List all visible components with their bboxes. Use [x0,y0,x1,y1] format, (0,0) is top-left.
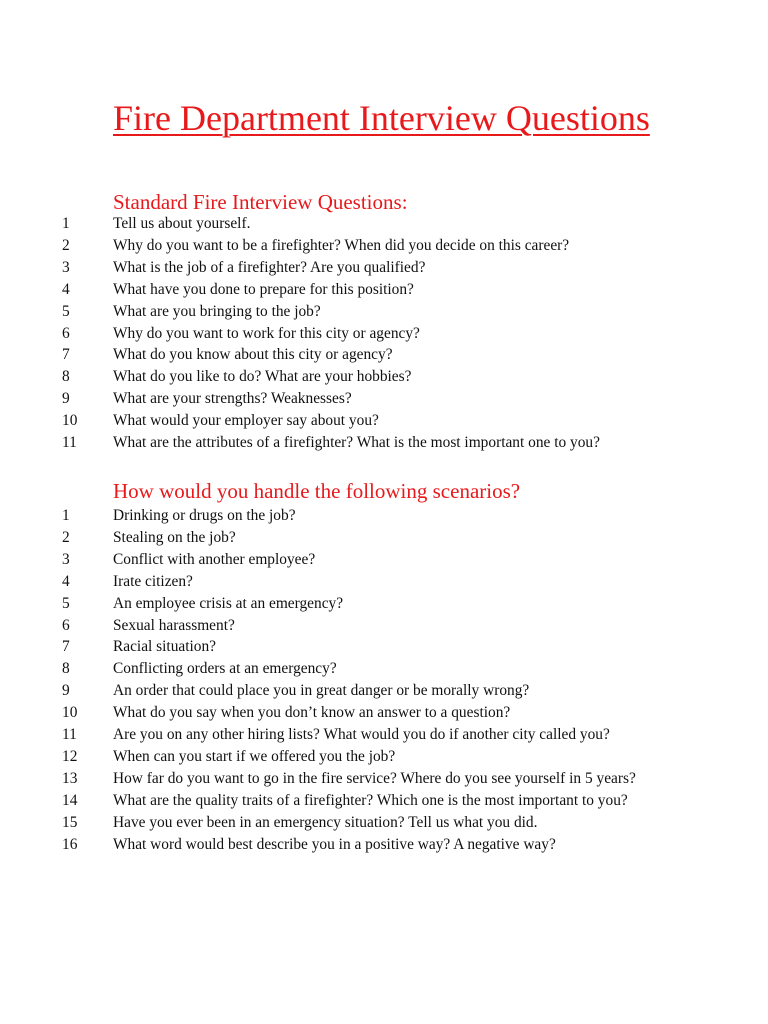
question-item [0,323,768,345]
question-text: What do you know about this city or agency? [113,346,393,364]
question-text: What are you bringing to the job? [113,302,321,320]
question-text: What do you say when you don’t know an answer to a question? [113,704,511,722]
question-number: 1 [62,507,70,524]
question-item [0,344,768,366]
question-item [0,768,768,790]
question-item [0,746,768,768]
question-number: 10 [62,412,78,430]
question-text: What are the attributes of a firefighter? What is the most important one to you? [113,434,600,452]
question-text: How far do you want to go in the fire service? Where do you see yourself in 5 years? [113,769,636,787]
question-text: Racial situation? [113,638,217,656]
question-number: 4 [62,572,70,590]
question-item [0,724,768,746]
question-number: 3 [62,550,70,568]
question-text: Are you on any other hiring lists? What would you do if another city called you? [113,726,610,744]
question-number: 12 [62,747,78,765]
question-item [0,636,768,658]
question-number: 11 [62,434,77,452]
question-item [0,505,768,527]
question-text: What are the quality traits of a firefighter? Which one is the most important to you? [113,791,628,809]
question-item [0,615,768,637]
question-number: 3 [62,258,70,276]
question-text: What are your strengths? Weaknesses? [113,390,352,408]
question-number: 8 [62,368,70,386]
question-text: What word would best describe you in a positive way? A negative way? [113,835,556,853]
question-text: An order that could place you in great danger or be morally wrong? [113,682,530,700]
question-item [0,366,768,388]
question-number: 16 [62,835,78,853]
question-number: 14 [62,791,78,809]
question-text: What have you done to prepare for this position? [113,280,414,298]
question-item [0,279,768,301]
question-number: 9 [62,390,70,408]
question-item [0,549,768,571]
document-title: Fire Department Interview Questions [113,98,650,138]
question-number: 9 [62,682,70,700]
question-text: Drinking or drugs on the job? [113,507,296,524]
question-number: 8 [62,660,70,678]
question-text: What would your employer say about you? [113,412,379,430]
question-number: 2 [62,236,70,254]
question-number: 2 [62,528,70,546]
question-number: 15 [62,813,78,831]
question-item [0,257,768,279]
question-number: 5 [62,302,70,320]
question-item [0,680,768,702]
question-number: 10 [62,704,78,722]
scenario-questions-list [0,505,768,856]
question-item [0,571,768,593]
question-text: Tell us about yourself. [113,215,251,232]
standard-questions-list [0,213,768,454]
question-text: An employee crisis at an emergency? [113,594,344,612]
question-item [0,658,768,680]
question-text: Why do you want to work for this city or agency? [113,324,420,342]
question-item [0,812,768,834]
question-text: Conflict with another employee? [113,550,316,568]
question-text: Stealing on the job? [113,528,236,546]
question-item [0,388,768,410]
question-item [0,432,768,454]
question-text: Sexual harassment? [113,616,235,634]
question-number: 6 [62,324,70,342]
question-number: 7 [62,346,70,364]
question-number: 13 [62,769,78,787]
question-item [0,790,768,812]
question-text: What is the job of a firefighter? Are you qualified? [113,258,426,276]
question-text: Conflicting orders at an emergency? [113,660,337,678]
section-heading-standard-questions: Standard Fire Interview Questions: [113,190,408,214]
question-number: 6 [62,616,70,634]
question-number: 1 [62,215,70,232]
question-item [0,593,768,615]
question-item [0,527,768,549]
question-item [0,834,768,856]
question-item [0,235,768,257]
question-text: When can you start if we offered you the job? [113,747,396,765]
question-item [0,213,768,235]
question-number: 4 [62,280,70,298]
question-item [0,410,768,432]
question-item [0,301,768,323]
question-text: Have you ever been in an emergency situation? Tell us what you did. [113,813,538,831]
question-text: Irate citizen? [113,572,193,590]
question-number: 7 [62,638,70,656]
question-number: 11 [62,726,77,744]
question-text: What do you like to do? What are your hobbies? [113,368,412,386]
question-text: Why do you want to be a firefighter? When did you decide on this career? [113,236,570,254]
question-number: 5 [62,594,70,612]
question-item [0,702,768,724]
section-heading-scenarios: How would you handle the following scenarios? [113,479,521,503]
